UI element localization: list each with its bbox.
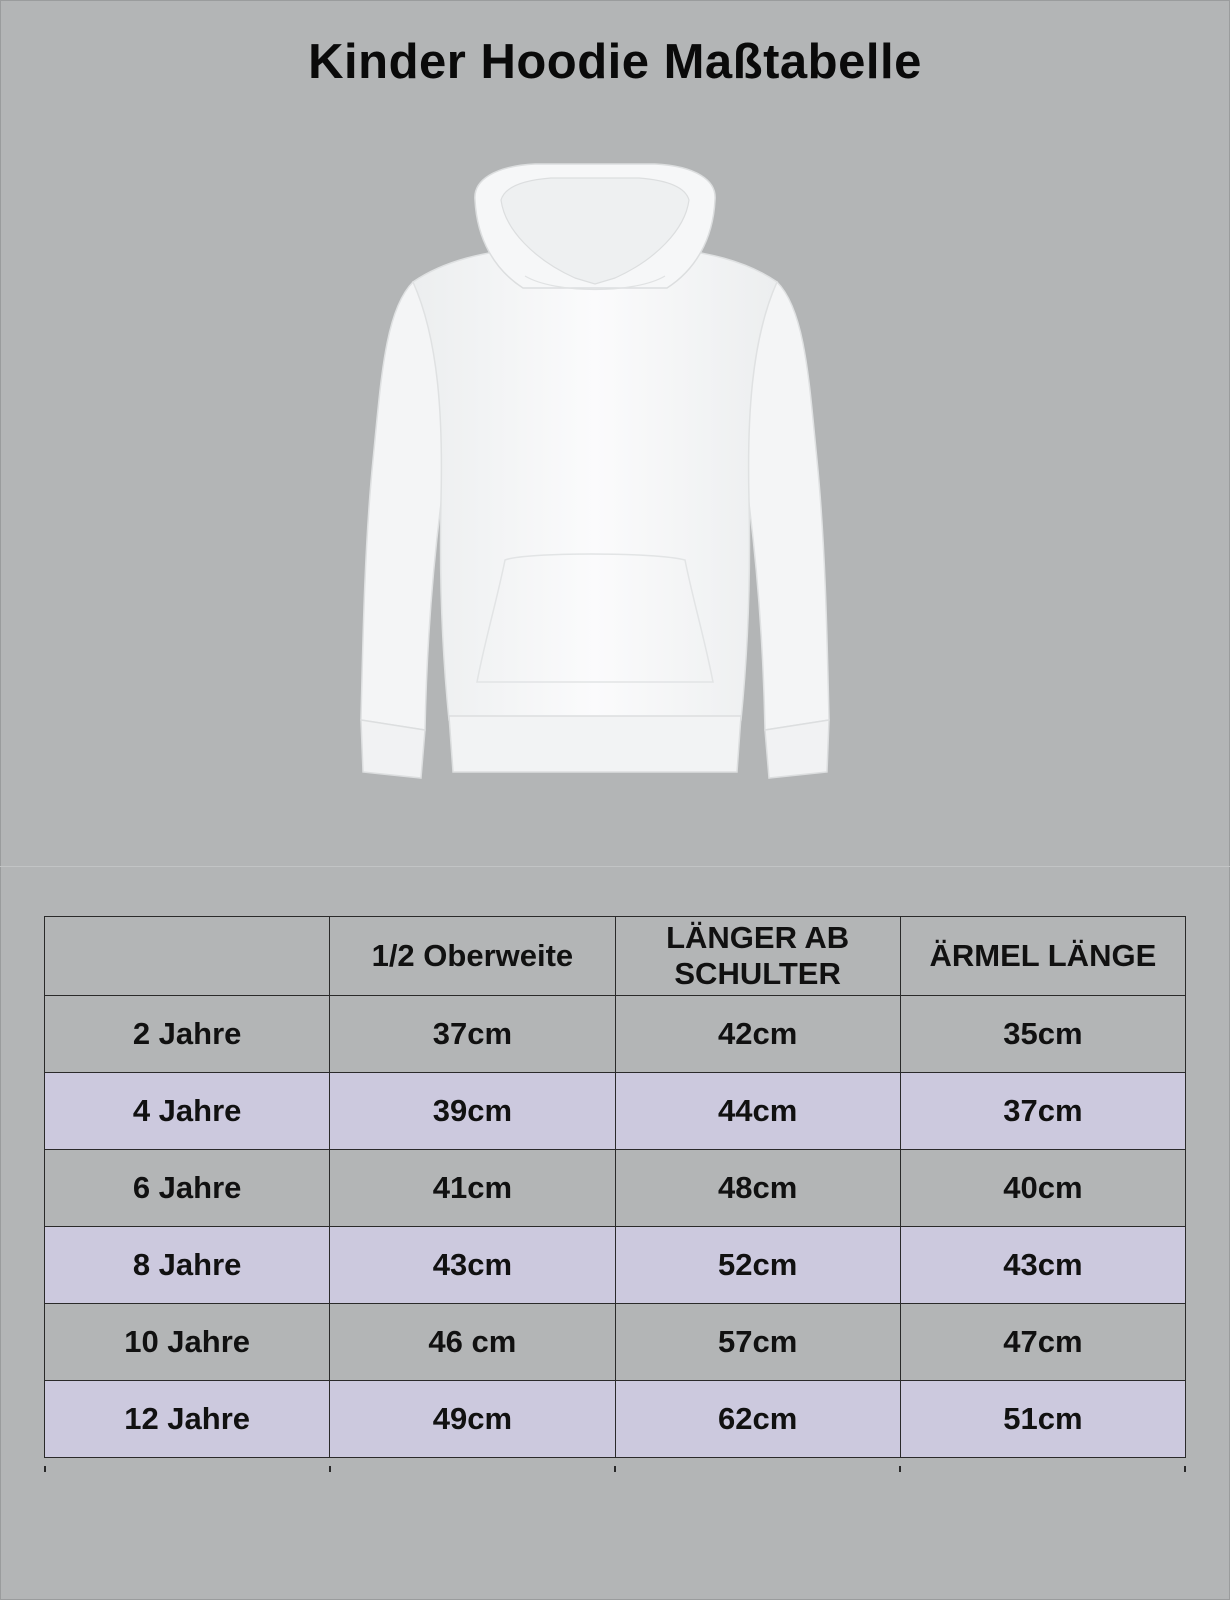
table-row bbox=[45, 1073, 1186, 1150]
aermel-cell: 37cm bbox=[900, 1073, 1185, 1150]
table-header-row bbox=[45, 917, 1186, 996]
oberweite-cell: 49cm bbox=[330, 1381, 615, 1458]
table-row bbox=[45, 1304, 1186, 1381]
hoodie-image bbox=[355, 160, 835, 800]
table-row bbox=[45, 996, 1186, 1073]
aermel-cell: 51cm bbox=[900, 1381, 1185, 1458]
size-cell: 8 Jahre bbox=[45, 1227, 330, 1304]
aermel-cell: 35cm bbox=[900, 996, 1185, 1073]
size-cell: 12 Jahre bbox=[45, 1381, 330, 1458]
page-title: Kinder Hoodie Maßtabelle bbox=[308, 35, 922, 89]
table-row bbox=[45, 1227, 1186, 1304]
table-row bbox=[45, 1381, 1186, 1458]
laenge-cell: 42cm bbox=[615, 996, 900, 1073]
waistband bbox=[449, 716, 741, 772]
header-oberweite: 1/2 Oberweite bbox=[330, 917, 615, 996]
laenge-cell: 44cm bbox=[615, 1073, 900, 1150]
size-cell: 6 Jahre bbox=[45, 1150, 330, 1227]
laenge-cell: 62cm bbox=[615, 1381, 900, 1458]
size-table bbox=[44, 916, 1186, 1458]
size-cell: 4 Jahre bbox=[45, 1073, 330, 1150]
aermel-cell: 40cm bbox=[900, 1150, 1185, 1227]
laenge-cell: 48cm bbox=[615, 1150, 900, 1227]
section-divider bbox=[0, 866, 1230, 867]
table-row bbox=[45, 1150, 1186, 1227]
header-laenge: LÄNGER AB SCHULTER bbox=[615, 917, 900, 996]
oberweite-cell: 37cm bbox=[330, 996, 615, 1073]
size-cell: 10 Jahre bbox=[45, 1304, 330, 1381]
hoodie-body bbox=[413, 248, 777, 720]
laenge-cell: 52cm bbox=[615, 1227, 900, 1304]
left-cuff bbox=[361, 720, 425, 778]
aermel-cell: 47cm bbox=[900, 1304, 1185, 1381]
oberweite-cell: 39cm bbox=[330, 1073, 615, 1150]
table-tail-lines bbox=[44, 1466, 1186, 1472]
header-aermel: ÄRMEL LÄNGE bbox=[900, 917, 1185, 996]
oberweite-cell: 43cm bbox=[330, 1227, 615, 1304]
right-cuff bbox=[765, 720, 829, 778]
size-cell: 2 Jahre bbox=[45, 996, 330, 1073]
oberweite-cell: 46 cm bbox=[330, 1304, 615, 1381]
laenge-cell: 57cm bbox=[615, 1304, 900, 1381]
oberweite-cell: 41cm bbox=[330, 1150, 615, 1227]
header-empty bbox=[45, 917, 330, 996]
aermel-cell: 43cm bbox=[900, 1227, 1185, 1304]
